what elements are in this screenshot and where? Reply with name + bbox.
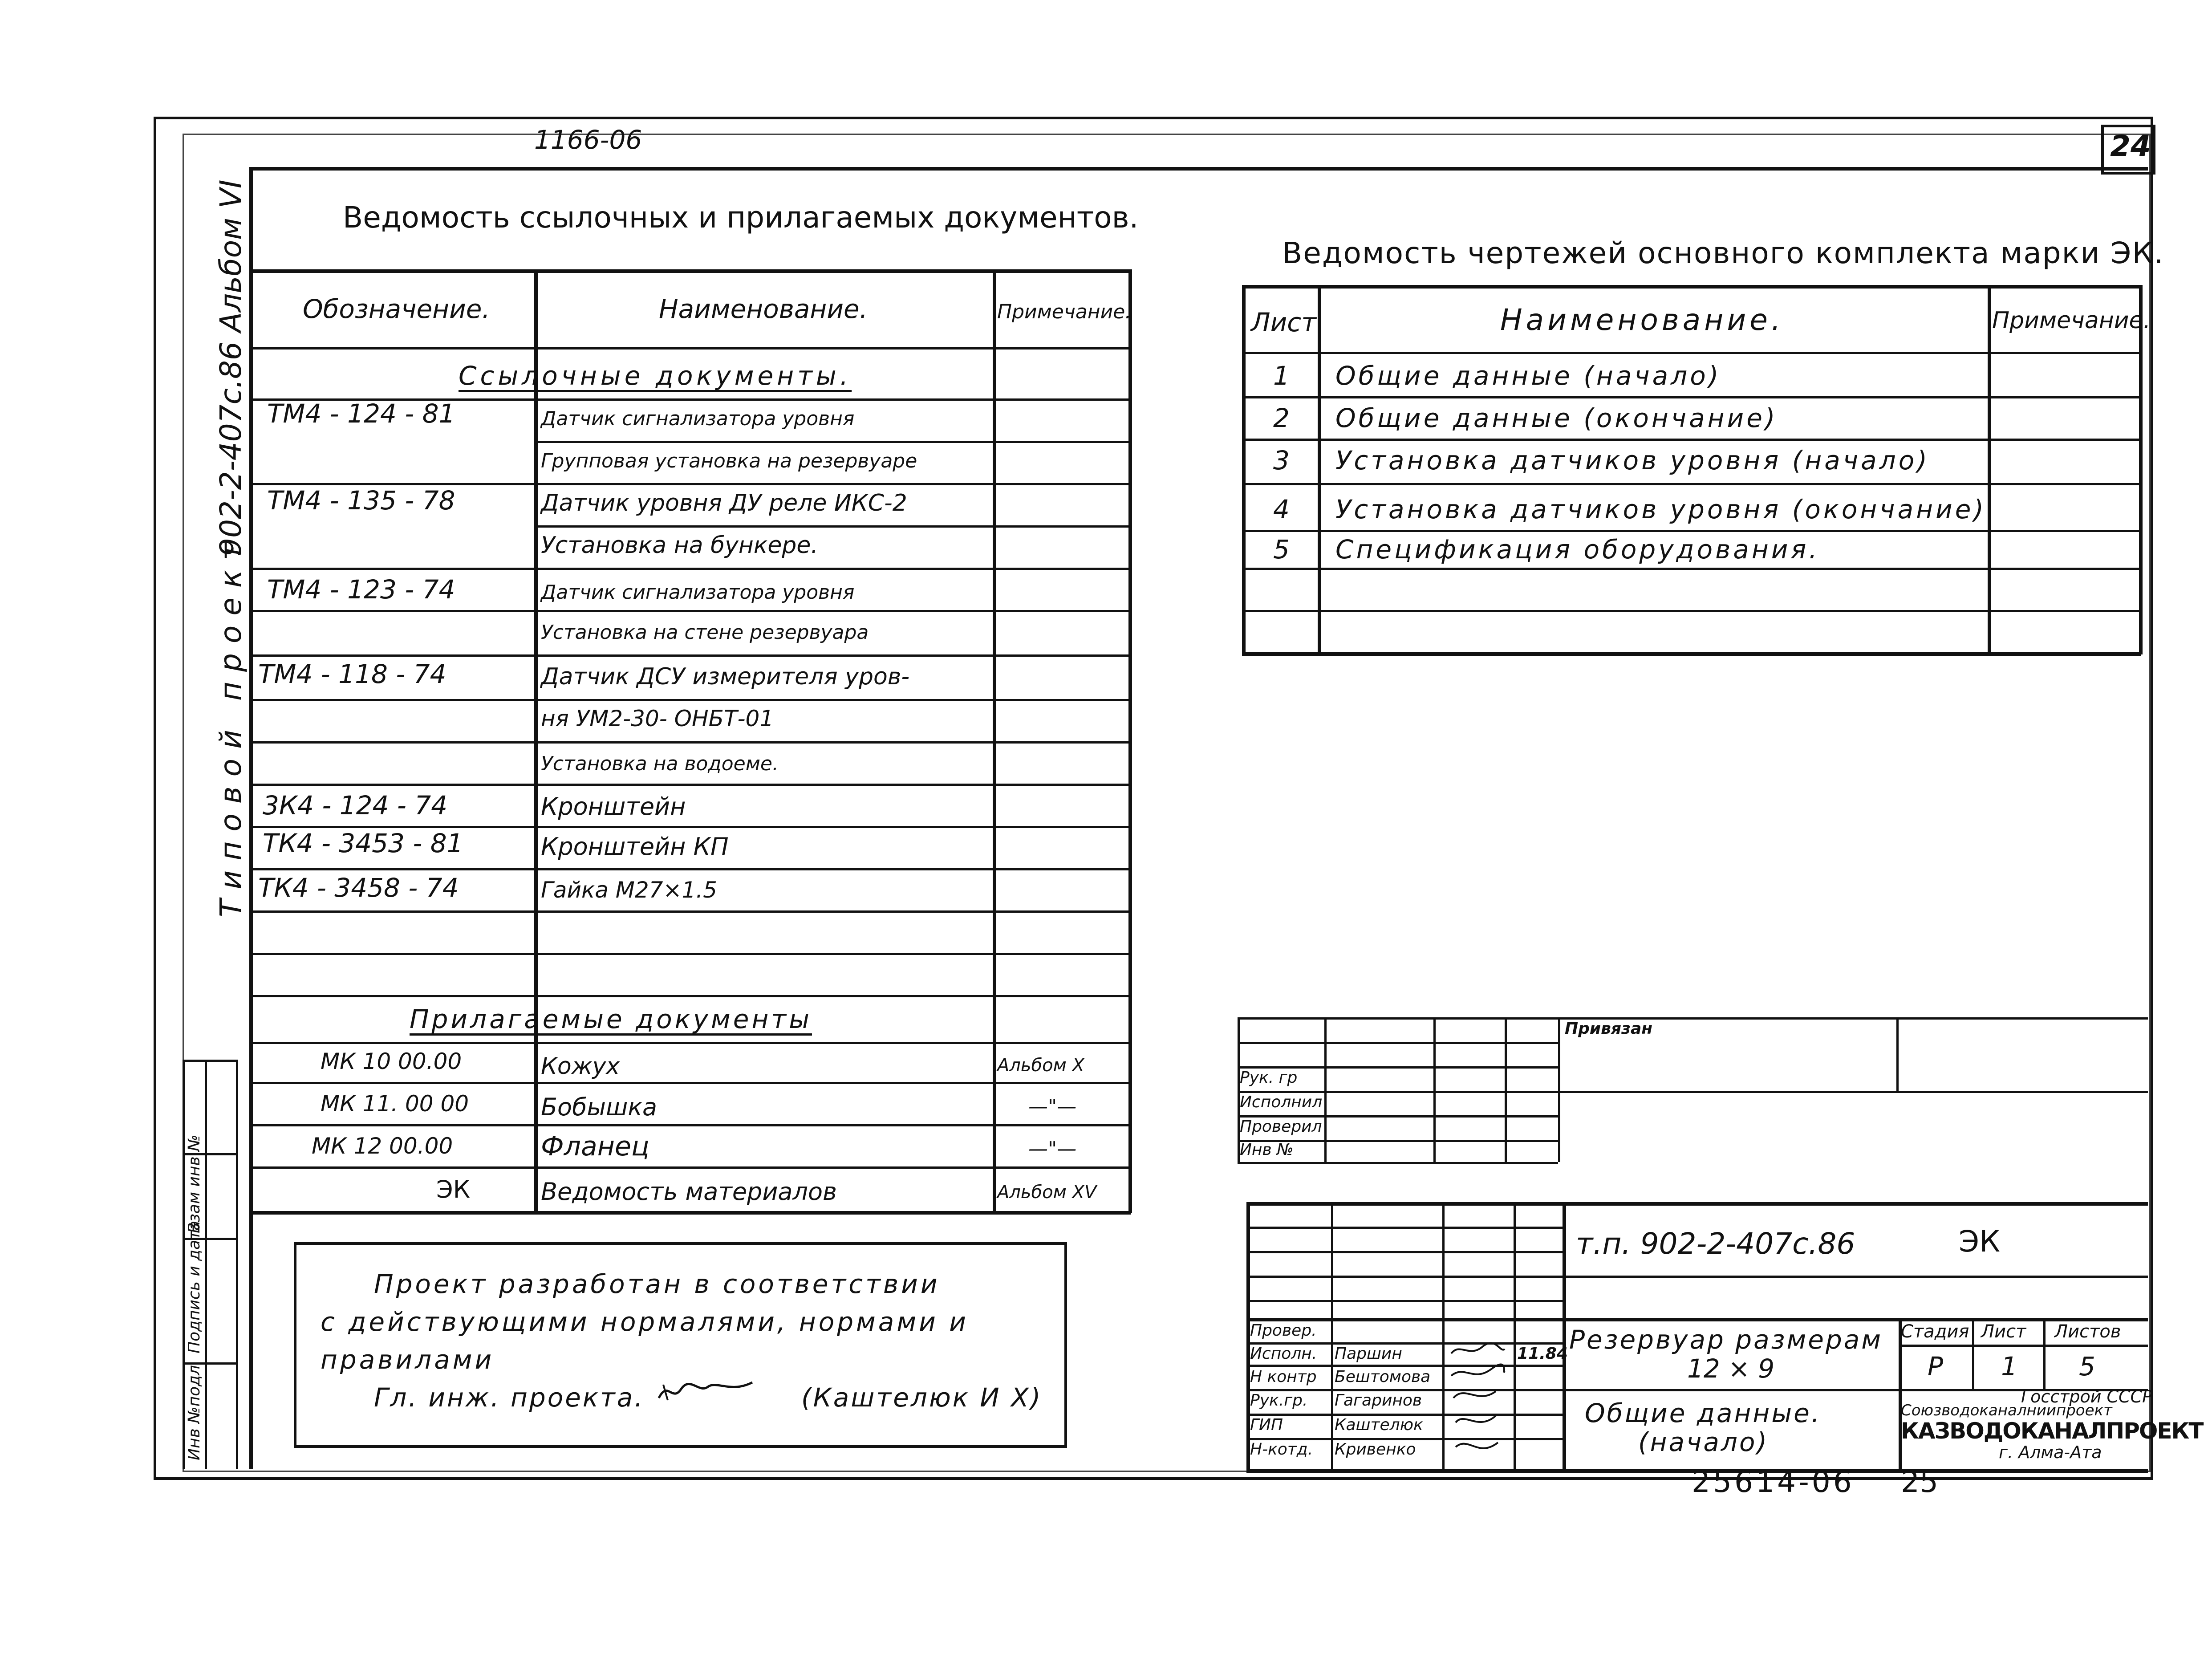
- ref-row-name: Датчик сигнализатора уровня: [541, 407, 855, 430]
- tb-stage: Р: [1928, 1351, 1943, 1382]
- tb-sheet-title-line1: Общие данные.: [1585, 1398, 1822, 1428]
- ref-row-line: [249, 741, 1131, 744]
- tb-name: Паршин: [1335, 1345, 1402, 1363]
- ref-row-code: ТМ4 - 135 - 78: [267, 485, 455, 516]
- ref-table-bottom: [249, 1211, 1131, 1215]
- draw-row-name: Общие данные (начало): [1335, 361, 1721, 391]
- ref-header-note: Примечание.: [997, 301, 1132, 323]
- drawings-table-title: Ведомость чертежей основного комплекта марки ЭК.: [1282, 236, 2164, 270]
- draw-row-line: [1242, 530, 2141, 532]
- note-chief-label: Гл. инж. проекта.: [374, 1382, 645, 1413]
- att-row-line: [249, 1042, 1131, 1044]
- ref-row-name: Кронштейн КП: [541, 833, 729, 861]
- draw-row-line: [1242, 483, 2141, 485]
- bind-role: Проверил: [1240, 1118, 1322, 1136]
- bind-bottom: [1238, 1162, 1558, 1164]
- ref-row-name: Датчик сигнализатора уровня: [541, 581, 855, 604]
- ref-row-code: ТМ4 - 123 - 74: [267, 574, 455, 605]
- bind-col: [1505, 1017, 1507, 1162]
- tb-col: [1514, 1202, 1516, 1469]
- tb-row: [1246, 1276, 2148, 1278]
- tb-row: [1246, 1318, 2148, 1321]
- draw-row-name: Установка датчиков уровня (окончание): [1335, 494, 1987, 524]
- bind-col: [1433, 1017, 1436, 1162]
- tb-row: [1246, 1300, 1563, 1302]
- tb-stage-label: Стадия: [1901, 1321, 1969, 1342]
- ref-row-name: Установка на бункере.: [541, 532, 818, 559]
- att-row-line: [249, 1082, 1131, 1084]
- draw-header-sheet: Лист: [1251, 307, 1316, 337]
- ref-table-top: [249, 269, 1131, 273]
- draw-row-line: [1242, 610, 2141, 612]
- ref-row-line: [249, 654, 1131, 657]
- tb-name: Бештомова: [1335, 1368, 1431, 1386]
- att-row-line: [249, 1124, 1131, 1126]
- att-row-note: Альбом ХV: [997, 1182, 1097, 1203]
- album-label: 902-2-407с.86 Альбом VI: [214, 179, 248, 557]
- ref-row-code: 3К4 - 124 - 74: [263, 790, 448, 821]
- tb-row-stage: [1899, 1345, 2148, 1347]
- tb-col: [1442, 1202, 1445, 1469]
- archive-code: 25614-06: [1692, 1465, 1855, 1499]
- ref-section-label: Ссылочные документы.: [459, 361, 852, 391]
- note-line-3: правилами: [321, 1345, 495, 1375]
- draw-header-name: Наименование.: [1500, 303, 1784, 337]
- tb-sheet-label: Лист: [1981, 1321, 2026, 1342]
- draw-col-div1: [1318, 285, 1321, 654]
- ref-row-line: [534, 525, 1131, 528]
- ref-row-line: [249, 784, 1131, 786]
- bind-col: [1324, 1017, 1327, 1162]
- ref-row-code: ТК4 - 3458 - 74: [258, 873, 459, 903]
- tb-name: Кривенко: [1335, 1440, 1416, 1459]
- stamp-strip-mid: [205, 1060, 207, 1469]
- bind-role: Исполнил: [1240, 1093, 1323, 1111]
- draw-row-line: [1242, 439, 2141, 441]
- tb-role: Исполн.: [1250, 1345, 1317, 1363]
- ref-row-line: [249, 610, 1131, 612]
- att-row-line: [249, 1166, 1131, 1169]
- sheet-number: 24: [2110, 129, 2151, 163]
- ref-row-line: [249, 699, 1131, 701]
- att-row-name: Ведомость материалов: [541, 1178, 837, 1206]
- ref-row-line: [249, 568, 1131, 570]
- draw-row-line: [1242, 568, 2141, 570]
- tb-role: Рук.гр.: [1250, 1391, 1308, 1410]
- draw-row-name: Общие данные (окончание): [1335, 403, 1778, 433]
- att-row-note: —"—: [1028, 1138, 1077, 1160]
- tb-row: [1246, 1227, 1563, 1229]
- ref-row-name: Установка на водоеме.: [541, 752, 779, 775]
- tb-row: [1246, 1251, 1563, 1253]
- tb-col: [1563, 1202, 1566, 1469]
- bind-label: Привязан: [1565, 1020, 1653, 1038]
- draw-col-right: [2139, 285, 2143, 654]
- content-top-border: [249, 167, 2148, 171]
- stamp-strip-right: [236, 1060, 238, 1469]
- ref-header-name: Наименование.: [659, 294, 868, 324]
- att-row-code: ЭК: [436, 1175, 471, 1203]
- attached-section-label: Прилагаемые документы: [410, 1004, 812, 1034]
- ref-row-name: ня УМ2-30- ОНБТ-01: [541, 706, 774, 731]
- bind-col: [1896, 1017, 1899, 1091]
- att-row-note: Альбом Х: [997, 1055, 1084, 1076]
- tb-row: [1246, 1365, 1563, 1367]
- note-line-1: Проект разработан в соответствии: [374, 1269, 940, 1299]
- tb-designation: т.п. 902-2-407с.86: [1576, 1227, 1855, 1261]
- draw-table-top: [1242, 285, 2141, 289]
- stamp-strip-left: [183, 1060, 185, 1469]
- tb-sheets: 5: [2079, 1351, 2095, 1382]
- tb-role: Провер.: [1250, 1321, 1317, 1340]
- top-code: 1166-06: [534, 125, 642, 155]
- ref-row-name: Гайка М27×1.5: [541, 877, 717, 903]
- att-row-name: Кожух: [541, 1053, 620, 1080]
- tb-sheets-label: Листов: [2054, 1321, 2121, 1342]
- stamp-strip-div3: [183, 1362, 236, 1365]
- att-row-code: МК 12 00.00: [312, 1133, 453, 1159]
- tb-col-sheets: [2043, 1318, 2046, 1389]
- ref-row-name: Групповая установка на резервуаре: [541, 450, 917, 472]
- draw-row-sheet: 1: [1273, 361, 1290, 391]
- att-row-note: —"—: [1028, 1095, 1077, 1118]
- tb-col-stage: [1972, 1318, 1974, 1389]
- tb-sheet-title-line2: (начало): [1638, 1427, 1769, 1457]
- bind-col: [1558, 1017, 1560, 1162]
- draw-row-name: Спецификация оборудования.: [1335, 534, 1820, 565]
- tb-name: Каштелюк: [1335, 1416, 1423, 1434]
- draw-row-sheet: 4: [1273, 494, 1290, 524]
- draw-row-name: Установка датчиков уровня (начало): [1335, 445, 1930, 475]
- draw-col-left: [1242, 285, 1246, 654]
- bind-role: Инв №: [1240, 1141, 1294, 1159]
- att-row-code: МК 11. 00 00: [321, 1091, 469, 1117]
- note-line-2: с действующими нормалями, нормами и: [321, 1307, 969, 1337]
- ref-row-line: [534, 441, 1131, 443]
- bind-line: [1238, 1042, 1558, 1044]
- ref-row-line: [249, 953, 1131, 955]
- bind-role: Рук. гр: [1240, 1069, 1298, 1087]
- ref-row-name: Установка на стене резервуара: [541, 621, 869, 644]
- tb-left: [1246, 1202, 1250, 1469]
- draw-header-bottom: [1242, 352, 2141, 354]
- ref-row-line: [249, 995, 1131, 997]
- ref-row-line: [249, 910, 1131, 913]
- tb-top: [1246, 1202, 2148, 1206]
- ref-row-code: ТК4 - 3453 - 81: [263, 828, 463, 858]
- tb-org-line1: Госстрой СССР: [2021, 1387, 2153, 1406]
- stamp-replace-label: Взам инв №: [185, 1134, 203, 1233]
- ref-header-code: Обозначение.: [303, 294, 490, 324]
- bind-top: [1238, 1017, 2148, 1020]
- draw-row-line: [1242, 396, 2141, 398]
- tb-name: Гагаринов: [1335, 1391, 1422, 1410]
- stamp-sign-label: Подпись и дата: [185, 1220, 203, 1353]
- tb-org-line4: г. Алма-Ата: [1999, 1443, 2102, 1462]
- note-chief-name: (Каштелюк И Х): [801, 1382, 1043, 1413]
- content-left-border: [249, 167, 253, 1469]
- att-row-name: Бобышка: [541, 1093, 658, 1121]
- tb-sheet: 1: [2001, 1351, 2017, 1382]
- att-row-code: МК 10 00.00: [321, 1048, 462, 1074]
- ref-row-code: ТМ4 - 124 - 81: [267, 398, 455, 429]
- ref-row-name: Датчик уровня ДУ реле ИКС-2: [541, 490, 907, 516]
- draw-row-sheet: 3: [1273, 445, 1290, 475]
- ref-row-line: [249, 868, 1131, 870]
- tb-role: Н-котд.: [1250, 1440, 1313, 1459]
- draw-row-sheet: 5: [1273, 534, 1290, 565]
- draw-header-note: Примечание.: [1992, 307, 2151, 334]
- ref-row-code: ТМ4 - 118 - 74: [258, 659, 446, 689]
- tb-role: ГИП: [1250, 1416, 1283, 1434]
- tb-date: 11.84: [1517, 1345, 1568, 1363]
- tb-object-line1: Резервуар размерам: [1569, 1325, 1883, 1355]
- stamp-strip-top: [183, 1060, 236, 1062]
- bind-line: [1238, 1091, 2148, 1093]
- tb-role: Н контр: [1250, 1368, 1317, 1386]
- att-row-name: Фланец: [541, 1131, 649, 1162]
- tb-org-line3: КАЗВОДОКАНАЛПРОЕКТ: [1901, 1418, 2203, 1444]
- draw-row-sheet: 2: [1273, 403, 1290, 433]
- ref-row-name: Кронштейн: [541, 792, 686, 821]
- tb-org-line2: Союзводоканалниипроект: [1901, 1402, 2112, 1419]
- page-code: 25: [1901, 1465, 1938, 1499]
- ref-table-header-bottom: [249, 347, 1131, 349]
- ref-row-name: Датчик ДСУ измерителя уров-: [541, 663, 910, 690]
- project-type: Типовой проект: [214, 533, 248, 917]
- stamp-inv-label: Инв №подл: [185, 1365, 203, 1460]
- draw-table-bottom: [1242, 652, 2141, 656]
- draw-col-div2: [1988, 285, 1991, 654]
- ref-table-title: Ведомость ссылочных и прилагаемых документов.: [343, 200, 1139, 235]
- signature-scribble: [1447, 1340, 1509, 1465]
- tb-col: [1331, 1202, 1333, 1469]
- chief-engineer-signature: [654, 1376, 757, 1407]
- tb-mark: ЭК: [1959, 1224, 2000, 1259]
- tb-object-line2: 12 × 9: [1687, 1353, 1775, 1384]
